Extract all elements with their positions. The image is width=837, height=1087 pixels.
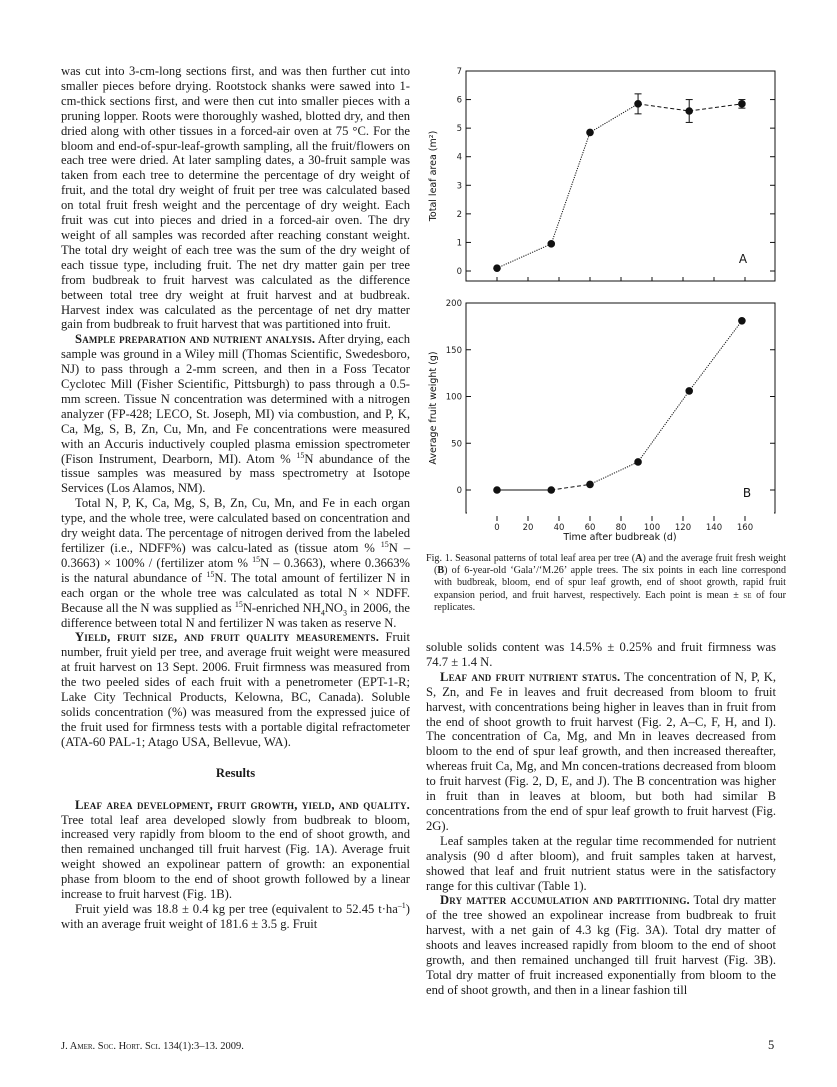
svg-text:140: 140 bbox=[705, 523, 723, 533]
svg-text:100: 100 bbox=[445, 392, 462, 403]
svg-text:150: 150 bbox=[445, 345, 462, 356]
chart-panel-a bbox=[428, 67, 775, 281]
svg-text:120: 120 bbox=[674, 523, 692, 533]
svg-text:0: 0 bbox=[494, 523, 500, 533]
svg-text:200: 200 bbox=[445, 299, 462, 309]
svg-text:0: 0 bbox=[456, 267, 462, 277]
svg-text:80: 80 bbox=[615, 523, 627, 533]
svg-text:7: 7 bbox=[456, 67, 462, 77]
paragraph-dry-matter: Dry matter accumulation and partitioning. Total dry matter of the tree showed an expolinear increase from budbreak to fruit harvest, with a net gain of 4.3 kg (Fig. 3A). Total dry matter of shoots and leaves increased rapidly from bloom to the end of shoot growth, and then remained unchanged till fruit harvest (Fig. 3B). Total dry matter of fruit increased exponentially from bloom to the end of shoot growth, and then in a linear fashion till bbox=[426, 893, 776, 997]
paragraph-sample-preparation: Sample preparation and nutrient analysis. After drying, each sample was ground in a Wiley mill (Thomas Scientific, Swedesboro, NJ) to pass through a 2-mm screen, and then in a Foss Tecator Cyclotec Mill (Fisher Scientific, Pittsburgh) to pass through a 0.5-mm screen. Tissue N concentration was determined with a nitrogen analyzer (FP-428; LECO, St. Joseph, MI) via combustion, and P, K, Ca, Mg, S, B, Zn, Cu, Mn, and Fe concentrations were measured with an Accuris inductively coupled plasma emission spectrometer (Fison Instrument, Dearborn, MI). Atom % $^{15}$N abundance of the tissue samples was measured by mass spectrometry at Isotope Services (Los Alamos, NM). bbox=[61, 332, 410, 496]
figure-caption: Fig. 1. Seasonal patterns of total leaf area per tree (A) and the average fruit fresh weight (B) of 6-year-old ‘Gala’/‘M.26’ apple trees. The six points in each line correspond with budbreak, bloom, end of spur leaf growth, end of shoot growth, rapid fruit expansion period, and fruit harvest, respectively. Each point is mean ± se of four replicates. bbox=[426, 553, 787, 613]
svg-text:Total leaf area (m²): Total leaf area (m²) bbox=[428, 130, 439, 222]
section-heading-results: Results bbox=[215, 765, 256, 780]
svg-text:3: 3 bbox=[456, 181, 462, 192]
svg-text:Time after budbreak (d): Time after budbreak (d) bbox=[563, 532, 677, 543]
journal-citation: J. Amer. Soc. Hort. Sci. 134(1):3–13. 2009. bbox=[61, 1041, 244, 1052]
svg-text:40: 40 bbox=[553, 523, 565, 533]
paragraph-fruit-yield: Fruit yield was 18.8 ± 0.4 kg per tree (equivalent to 52.45 $t\cdot ha^{-1}$) with an average fruit weight of 181.6 ± 3.5 g. Fruit bbox=[61, 900, 410, 931]
paragraph-drying: was cut into 3-cm-long sections first, and was then further cut into smaller pieces before drying. Rootstock shanks were sawed into 1-cm-thick sections first, and were then cut into smaller pieces with a pruning lopper. Roots were thoroughly washed, blotted dry, and then dried along with other tissues in a forced-air oven at 75 °C. For the bloom and end-of-spur-leaf-growth sampling, all the fruit/flowers on each tree were dried. At later sampling dates, a 30-fruit sample was taken from each tree to determine the percentage of dry weight of fruit, and the total dry weight of fruit per tree was calculated based on total fruit fresh weight and the percentage of dry weight. Each fruit was cut into pieces and dried in a forced-air oven. The dry weight of all samples was recorded after reaching constant weight. The total dry weight of each tree was the sum of the dry weight of each tissue type, including fruit. The net dry matter gain per tree from budbreak to fruit harvest was calculated as the difference between total tree dry weight at fruit harvest and at budbreak. Harvest index was calculated as the percentage of net dry matter gain from budbreak to fruit harvest that was partitioned into fruit. bbox=[61, 64, 410, 332]
page-number: 5 bbox=[768, 1038, 775, 1052]
paragraph-total-nutrients: Total N, P, K, Ca, Mg, S, B, Zn, Cu, Mn, and Fe in each organ type, and the whole tree, were calculated based on concentration and dry weight data. The percentage of nitrogen derived from the labeled fertilizer (i.e., NDFF%) was calcu-lated as (tissue atom % $^{15}$N – 0.3663) × 100% / (fertilizer atom % $^{15}$N – 0.3663), where 0.3663% is the natural abundance of $^{15}$N. The total amount of fertilizer N in each organ or the whole tree was calculated as total N × NDFF. Because all the N was supplied as $^{15}$N-enriched $NH_4NO_3$ in 2006, the difference between total N and fertilizer N was taken as reserve N. bbox=[61, 496, 411, 630]
svg-text:2: 2 bbox=[456, 209, 462, 220]
paragraph-leaf-samples: Leaf samples taken at the regular time recommended for nutrient analysis (90 d after bloom), and fruit samples taken at harvest, showed that leaf and fruit nutrient status were in the satisfactory range for this cultivar (Table 1). bbox=[426, 833, 776, 893]
svg-text:6: 6 bbox=[456, 95, 462, 106]
subheading-nutrient-status: Leaf and fruit nutrient status. bbox=[440, 669, 621, 684]
svg-text:50: 50 bbox=[451, 439, 462, 450]
paragraph-leaf-area: Leaf area development, fruit growth, yield, and quality. Tree total leaf area developed slowly from budbreak to bloom, increased very rapidly from bloom to the end of shoot growth, and then remained unchanged till fruit harvest (Fig. 1A). Average fruit weight showed an expolinear pattern of growth: an exponential phase from bloom to the end of shoot growth followed by a linear increase to fruit harvest (Fig. 1B). bbox=[61, 797, 410, 902]
svg-text:A: A bbox=[738, 252, 748, 266]
subheading-yield: Yield, fruit size, and fruit quality measurements. bbox=[75, 630, 380, 645]
svg-text:60: 60 bbox=[584, 523, 596, 533]
svg-text:B: B bbox=[742, 486, 752, 500]
subheading-leaf-area: Leaf area development, fruit growth, yield, and quality. bbox=[75, 797, 410, 812]
paragraph-nutrient-status: Leaf and fruit nutrient status. The concentration of N, P, K, S, Zn, and Fe in leaves and fruit decreased from bloom to fruit harvest, with concentrations being higher in leaves than in fruit from the end of shoot growth to fruit harvest (Fig. 2, A–C, F, H, and I). The concentration of Ca, Mg, and Mn in leaves decreased from bloom to the end of spur leaf growth, and then increased thereafter, whereas fruit Ca, Mg, and Mn concen-trations decreased from bloom to fruit harvest (Fig. 2, D, E, and J). The B concentration was higher in fruit than in leaves at bloom, but both had similar B concentrations from the end of spur leaf growth to fruit harvest (Fig. 2G). bbox=[426, 669, 776, 833]
svg-text:4: 4 bbox=[456, 152, 462, 163]
svg-text:100: 100 bbox=[643, 523, 661, 533]
chart-panel-b bbox=[428, 299, 775, 543]
svg-text:1: 1 bbox=[456, 238, 462, 249]
svg-text:160: 160 bbox=[736, 523, 754, 533]
figure-1-charts bbox=[420, 60, 790, 550]
svg-text:5: 5 bbox=[456, 124, 462, 135]
svg-text:20: 20 bbox=[522, 523, 534, 533]
left-column bbox=[61, 64, 410, 932]
svg-text:Average fruit weight (g): Average fruit weight (g) bbox=[428, 351, 439, 465]
subheading-sample-preparation: Sample preparation and nutrient analysis. bbox=[75, 332, 316, 347]
paragraph-soluble-solids: soluble solids content was 14.5% ± 0.25% and fruit firmness was 74.7 ± 1.4 N. bbox=[426, 640, 776, 669]
subheading-dry-matter: Dry matter accumulation and partitioning. bbox=[440, 893, 690, 908]
paragraph-yield-measurements: Yield, fruit size, and fruit quality measurements. Fruit number, fruit yield per tree, and average fruit weight were measured at fruit harvest on 13 Sept. 2006. Fruit firmness was measured from the two peeled sides of each fruit with a penetrometer (EPT-1-R; Lake City Technical Products, Kelowna, BC, Canada). Soluble solids concentration (%) was measured from the expressed juice of the fruit used for firmness tests with a portable digital refractometer (ATA-60 PAL-1; Atago USA, Bellevue, WA). bbox=[61, 630, 410, 749]
right-column bbox=[426, 640, 776, 998]
svg-text:0: 0 bbox=[456, 486, 462, 496]
